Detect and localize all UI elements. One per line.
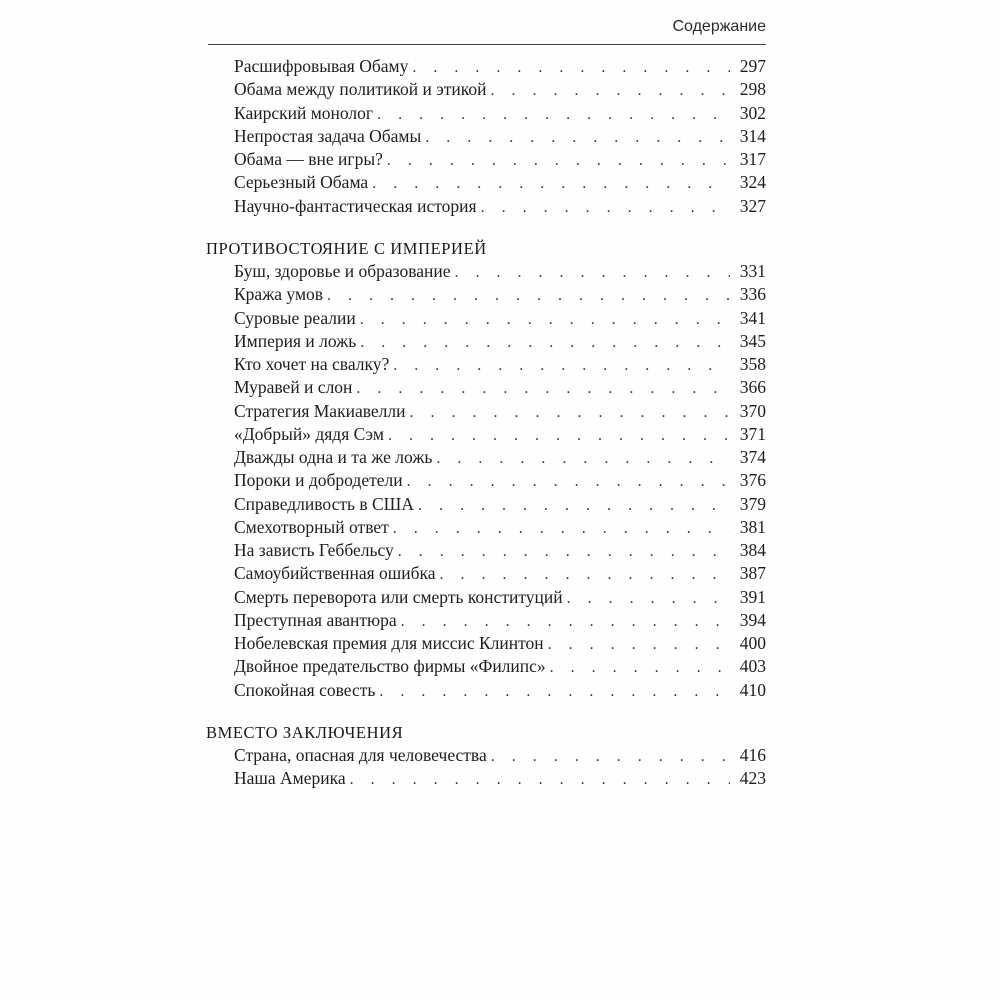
toc-entry-page: 324 [739, 172, 766, 193]
toc-entry-page: 358 [739, 354, 766, 374]
toc-entry-page: 394 [739, 609, 766, 630]
toc-entry-title: Муравей и слон [234, 377, 353, 398]
toc-entry-page: 376 [739, 470, 766, 491]
toc-group-intro [206, 55, 766, 218]
toc-entry [206, 125, 766, 148]
toc-entry-page: 374 [739, 447, 766, 467]
section-spacer [206, 702, 766, 721]
toc-entry-title: Буш, здоровье и образование [234, 261, 451, 281]
toc-entry-page: 403 [739, 656, 766, 677]
dot-leader [407, 470, 730, 493]
toc-entry [206, 562, 766, 585]
toc-entry-page: 371 [739, 423, 766, 444]
toc-entry [206, 55, 766, 78]
toc-entry-title: Расшифровывая Обаму [234, 56, 409, 76]
toc-entry [206, 307, 766, 330]
toc-entry-page: 317 [739, 149, 766, 169]
toc-entry-page: 336 [739, 284, 766, 305]
toc-entry [206, 283, 766, 306]
toc-entry-page: 387 [739, 563, 766, 584]
toc-entry [206, 469, 766, 492]
dot-leader [377, 103, 730, 126]
toc-entry-title: Смехотворный ответ [234, 516, 389, 537]
toc-entry-page: 410 [739, 679, 766, 700]
toc-entry-page: 384 [739, 540, 766, 560]
dot-leader [440, 563, 730, 586]
toc-section-empire [206, 237, 766, 702]
toc-entry [206, 767, 766, 790]
dot-leader [393, 517, 730, 540]
toc-entry-page: 302 [739, 102, 766, 123]
dot-leader [436, 447, 730, 470]
toc-entry [206, 655, 766, 678]
dot-leader [567, 587, 730, 610]
toc-entry-page: 370 [739, 400, 766, 421]
toc-entry-title: Обама между политикой и этикой [234, 79, 487, 100]
toc-entry-title: Двойное предательство фирмы «Филипс» [234, 656, 546, 677]
table-of-contents [206, 55, 766, 791]
dot-leader [350, 768, 730, 791]
dot-leader [455, 261, 731, 284]
toc-entry-title: На зависть Геббельсу [234, 540, 394, 560]
toc-entry [206, 493, 766, 516]
toc-entry-title: Наша Америка [234, 768, 346, 789]
dot-leader [409, 401, 730, 424]
toc-entry-title: Суровые реалии [234, 307, 356, 328]
toc-entry-page: 423 [739, 768, 766, 789]
toc-entry-title: Кража умов [234, 284, 324, 305]
toc-entry-title: Кто хочет на свалку? [234, 354, 390, 374]
toc-entry-title: Научно-фантастическая история [234, 195, 477, 216]
toc-entry-title: Непростая задача Обамы [234, 125, 422, 146]
dot-leader [379, 680, 730, 703]
toc-entry [206, 539, 766, 562]
toc-entry-page: 366 [739, 377, 766, 398]
dot-leader [490, 79, 730, 102]
dot-leader [418, 494, 730, 517]
toc-entry [206, 171, 766, 194]
dot-leader [491, 745, 730, 768]
toc-entry-page: 391 [739, 586, 766, 607]
toc-entry [206, 330, 766, 353]
toc-entry-title: Страна, опасная для человечества [234, 745, 487, 765]
toc-entry-title: Самоубийственная ошибка [234, 563, 436, 584]
toc-entry [206, 679, 766, 702]
toc-entry-title: Преступная авантюра [234, 609, 397, 630]
toc-entry-page: 297 [739, 56, 766, 76]
toc-entry-title: Спокойная совесть [234, 679, 376, 700]
toc-entry-title: Справедливость в США [234, 493, 414, 514]
toc-entry [206, 586, 766, 609]
dot-leader [356, 377, 730, 400]
dot-leader [550, 656, 730, 679]
toc-entry-page: 381 [739, 516, 766, 537]
toc-entry [206, 446, 766, 469]
toc-entry-title: Серьезный Обама [234, 172, 369, 193]
dot-leader [401, 610, 730, 633]
toc-entry [206, 195, 766, 218]
toc-entry-title: Обама — вне игры? [234, 149, 383, 169]
toc-entry-page: 314 [739, 125, 766, 146]
dot-leader [398, 540, 730, 563]
running-head: Содержание [672, 18, 766, 35]
dot-leader [327, 284, 730, 307]
toc-entry-page: 298 [739, 79, 766, 100]
toc-entry [206, 423, 766, 446]
toc-entry [206, 148, 766, 171]
toc-entry-page: 400 [739, 633, 766, 653]
toc-entry [206, 260, 766, 283]
toc-entry [206, 78, 766, 101]
toc-entry-title: Каирский монолог [234, 102, 374, 123]
dot-leader [360, 308, 730, 331]
toc-entry [206, 353, 766, 376]
toc-entry-title: Пороки и добродетели [234, 470, 403, 491]
dot-leader [548, 633, 730, 656]
dot-leader [393, 354, 730, 377]
toc-entry-title: Смерть переворота или смерть конституций [234, 586, 563, 607]
dot-leader [481, 196, 730, 219]
toc-entry [206, 400, 766, 423]
toc-entry-title: «Добрый» дядя Сэм [234, 423, 384, 444]
toc-section-conclusion [206, 721, 766, 791]
toc-entry-page: 345 [739, 330, 766, 351]
toc-entry-title: Империя и ложь [234, 330, 357, 351]
toc-entry-page: 379 [739, 493, 766, 514]
dot-leader [412, 56, 730, 79]
section-heading: ВМЕСТО ЗАКЛЮЧЕНИЯ [206, 722, 404, 742]
toc-entry [206, 632, 766, 655]
toc-entry [206, 376, 766, 399]
header-rule [208, 44, 766, 45]
toc-entry-title: Нобелевская премия для миссис Клинтон [234, 633, 544, 653]
dot-leader [360, 331, 730, 354]
toc-entry-page: 331 [739, 261, 766, 281]
section-heading: ПРОТИВОСТОЯНИЕ С ИМПЕРИЕЙ [206, 238, 487, 258]
dot-leader [425, 126, 730, 149]
section-spacer [206, 218, 766, 237]
toc-entry [206, 744, 766, 767]
toc-entry-title: Дважды одна и та же ложь [234, 447, 433, 467]
dot-leader [372, 172, 730, 195]
toc-entry [206, 102, 766, 125]
toc-entry-page: 416 [739, 745, 766, 765]
dot-leader [388, 424, 730, 447]
toc-entry-title: Стратегия Макиавелли [234, 400, 406, 421]
toc-entry [206, 516, 766, 539]
dot-leader [387, 149, 730, 172]
toc-entry-page: 327 [739, 195, 766, 216]
toc-entry-page: 341 [739, 307, 766, 328]
toc-entry [206, 609, 766, 632]
